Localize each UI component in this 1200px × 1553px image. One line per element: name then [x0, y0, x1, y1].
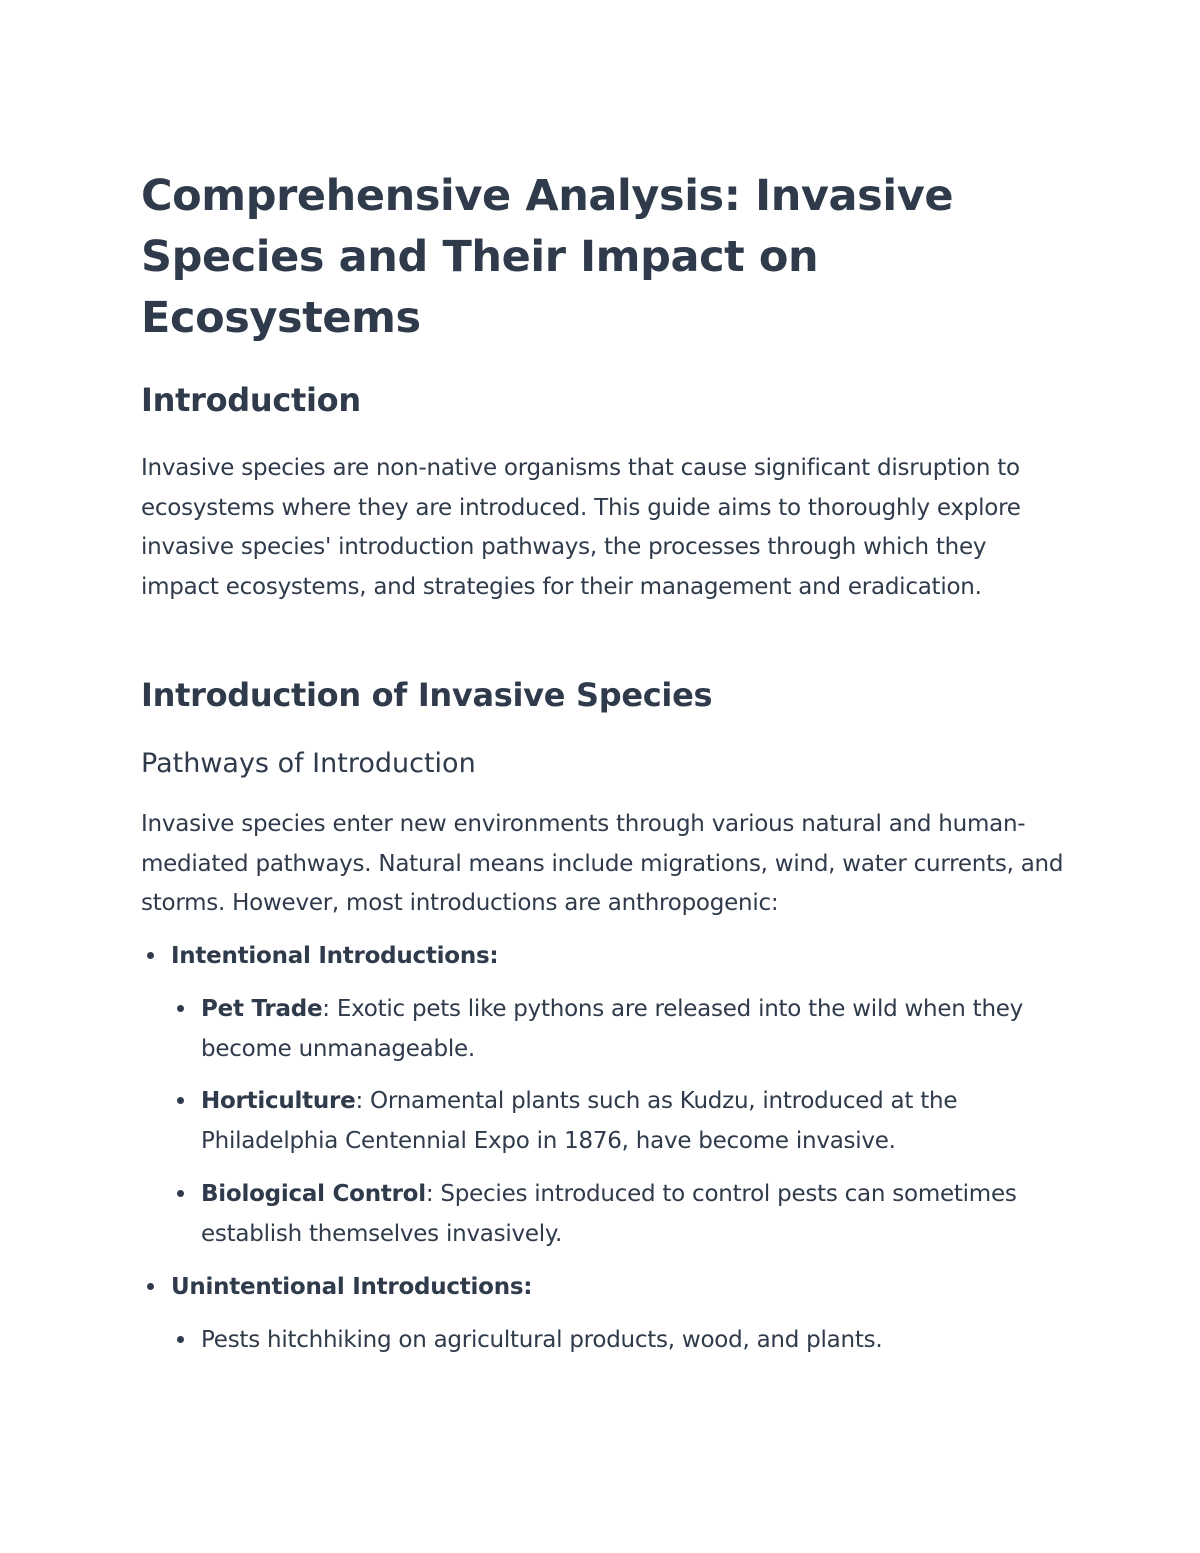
list-item-label: Biological Control — [201, 1181, 426, 1207]
list-item-text: : Species introduced to control pests can sometimes establish themselves invasively. — [201, 1181, 1017, 1247]
list-item-unintentional — [171, 1267, 1051, 1307]
list-item-label: Intentional Introductions: — [171, 943, 499, 969]
list-item-intentional — [171, 936, 1051, 976]
list-item-text: Pests hitchhiking on agricultural products, wood, and plants. — [201, 1327, 883, 1353]
list-item-horticulture — [201, 1081, 1041, 1161]
section-heading-introduction: Introduction — [141, 381, 361, 419]
bullet-icon — [147, 952, 154, 959]
section-heading-introduction-of-invasive-species: Introduction of Invasive Species — [141, 676, 713, 714]
bullet-icon — [177, 1336, 184, 1343]
list-item-hitchhiking-pests — [201, 1320, 1041, 1360]
introduction-paragraph: Invasive species are non-native organisms that cause significant disruption to ecosystems where they are introduced. This guide aims to thoroughly explore invasive species' introduction pathways, the processes through which they impact ecosystems, and strategies for their management and eradication. — [141, 455, 1021, 600]
list-item-text: : Exotic pets like pythons are released into the wild when they become unmanageable. — [201, 996, 1024, 1062]
list-item-label: Unintentional Introductions: — [171, 1274, 533, 1300]
bullet-icon — [147, 1283, 154, 1290]
list-item-label: Pet Trade — [201, 996, 323, 1022]
list-item-text: : Ornamental plants such as Kudzu, introduced at the Philadelphia Centennial Expo in 1876, have become invasive. — [201, 1088, 958, 1154]
bullet-icon — [177, 1097, 184, 1104]
subheading-pathways-of-introduction: Pathways of Introduction — [141, 748, 476, 779]
document-title: Comprehensive Analysis: Invasive Species and Their Impact on Ecosystems — [141, 171, 954, 343]
pathways-paragraph: Invasive species enter new environments through various natural and human-mediated pathways. Natural means include migrations, wind, water currents, and storms. However, most introductions are anthropogenic: — [141, 811, 1064, 916]
bullet-icon — [177, 1005, 184, 1012]
list-item-biological-control — [201, 1174, 1041, 1254]
list-item-label: Horticulture — [201, 1088, 356, 1114]
bullet-icon — [177, 1190, 184, 1197]
list-item-pet-trade — [201, 989, 1041, 1069]
